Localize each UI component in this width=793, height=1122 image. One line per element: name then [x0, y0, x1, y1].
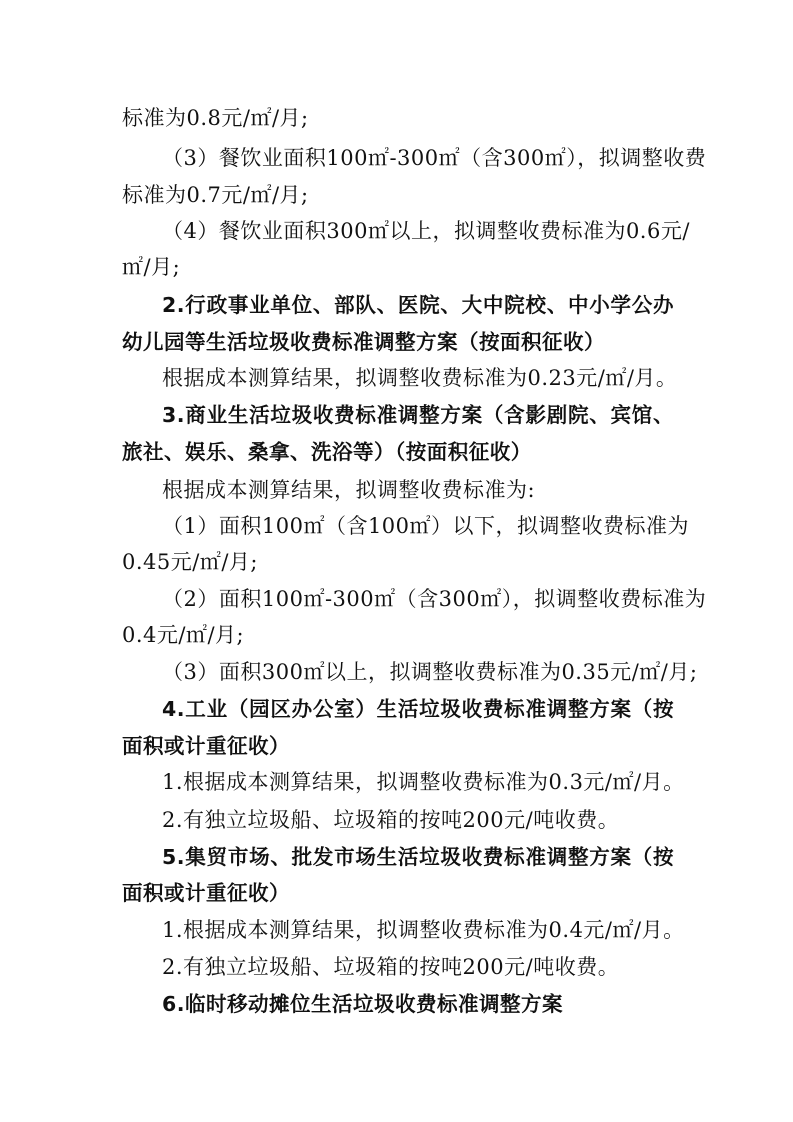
text-line-2: （3）餐饮业面积100㎡-300㎡（含300㎡），拟调整收费 — [162, 146, 707, 170]
section-heading-4-line-1: 4.工业（园区办公室）生活垃圾收费标准调整方案（按 — [162, 697, 674, 721]
text-line-13: 0.45元/㎡/月; — [122, 550, 258, 574]
section-heading-6: 6.临时移动摊位生活垃圾收费标准调整方案 — [162, 992, 564, 1016]
section-heading-3-line-1: 3.商业生活垃圾收费标准调整方案（含影剧院、宾馆、 — [162, 403, 674, 427]
text-line-11: 根据成本测算结果，拟调整收费标准为: — [162, 478, 536, 502]
section-heading-2-line-1: 2.行政事业单位、部队、医院、大中院校、中小学公办 — [162, 293, 674, 317]
section-heading-3-line-2: 旅社、娱乐、桑拿、洗浴等）（按面积征收） — [122, 440, 532, 464]
text-line-14: （2）面积100㎡-300㎡（含300㎡），拟调整收费标准为 — [162, 587, 707, 611]
section-heading-5-line-2: 面积或计重征收） — [122, 881, 290, 905]
text-line-19: 1.根据成本测算结果，拟调整收费标准为0.3元/㎡/月。 — [162, 770, 685, 794]
text-line-4: （4）餐饮业面积300㎡以上，拟调整收费标准为0.6元/ — [162, 219, 690, 243]
text-line-1: 标准为0.8元/㎡/月; — [122, 106, 309, 130]
text-line-3: 标准为0.7元/㎡/月; — [122, 183, 309, 207]
text-line-15: 0.4元/㎡/月; — [122, 623, 245, 647]
text-line-16: （3）面积300㎡以上，拟调整收费标准为0.35元/㎡/月; — [162, 660, 698, 684]
text-line-20: 2.有独立垃圾船、垃圾箱的按吨200元/吨收费。 — [162, 808, 620, 832]
text-line-24: 2.有独立垃圾船、垃圾箱的按吨200元/吨收费。 — [162, 955, 620, 979]
text-line-23: 1.根据成本测算结果，拟调整收费标准为0.4元/㎡/月。 — [162, 918, 685, 942]
section-heading-2-line-2: 幼儿园等生活垃圾收费标准调整方案（按面积征收） — [122, 330, 605, 354]
text-line-5: ㎡/月; — [122, 255, 181, 279]
section-heading-5-line-1: 5.集贸市场、批发市场生活垃圾收费标准调整方案（按 — [162, 845, 674, 869]
text-line-12: （1）面积100㎡（含100㎡）以下，拟调整收费标准为 — [162, 514, 690, 538]
section-heading-4-line-2: 面积或计重征收） — [122, 734, 290, 758]
text-line-8: 根据成本测算结果，拟调整收费标准为0.23元/㎡/月。 — [162, 366, 678, 390]
